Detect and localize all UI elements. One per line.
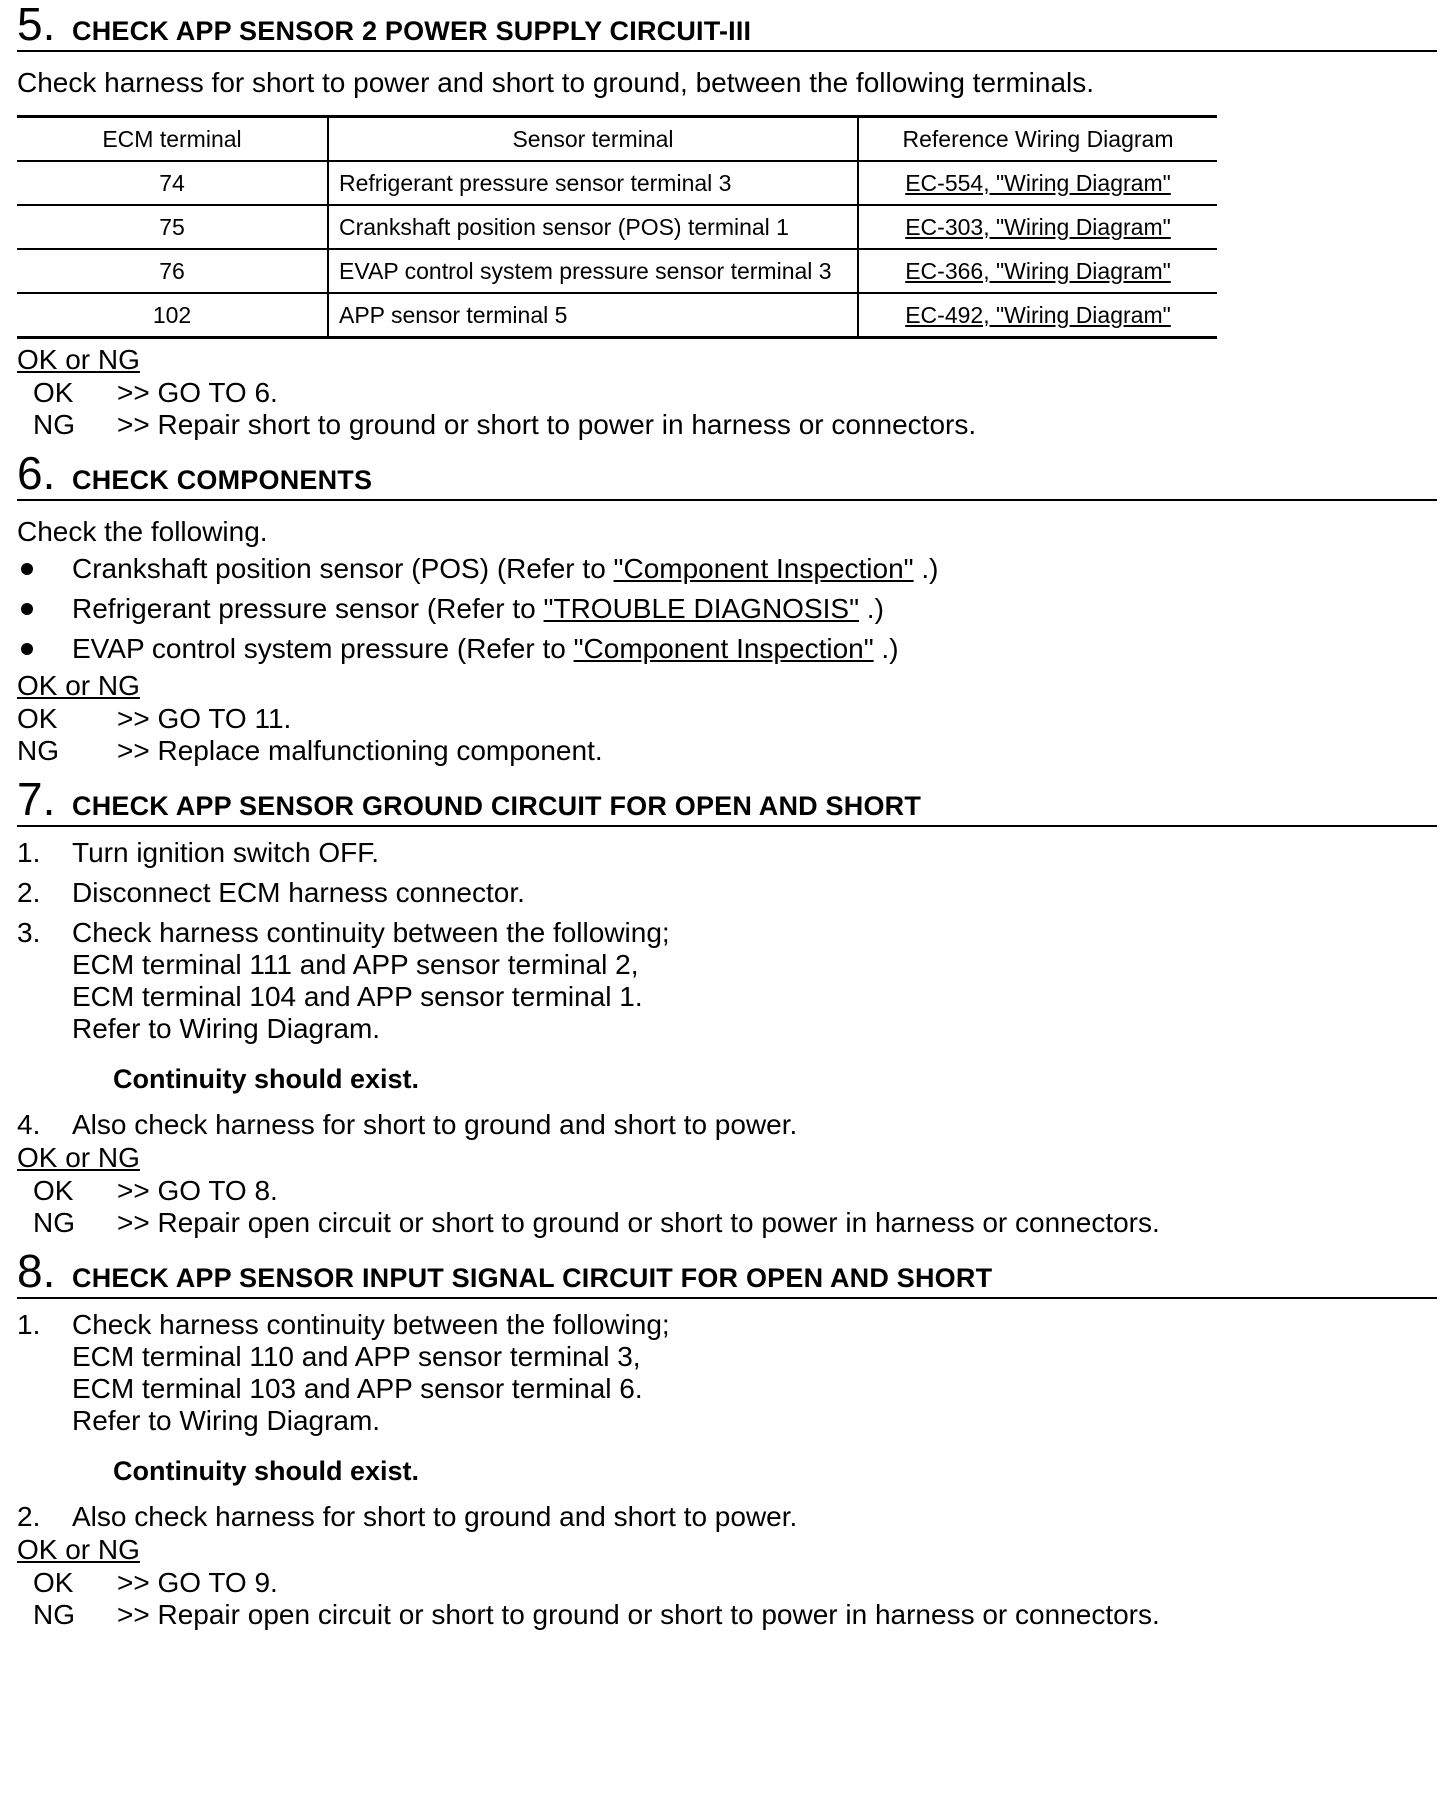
ecm-terminal-cell: 74 <box>17 161 328 205</box>
list-item <box>17 917 1437 1045</box>
item-text: ECM terminal 104 and APP sensor terminal 1. <box>72 981 643 1012</box>
reference-link[interactable]: "Component Inspection" <box>613 553 914 584</box>
bullet-icon <box>21 603 33 615</box>
item-text: Also check harness for short to ground and short to power. <box>72 1109 798 1140</box>
step-number: 5. <box>17 0 56 50</box>
continuity-note: Continuity should exist. <box>113 1456 420 1486</box>
ok-action: >> GO TO 9. <box>117 1567 278 1598</box>
ok-or-ng-heading: OK or NG <box>17 344 140 375</box>
ng-result <box>17 1207 1437 1239</box>
step-6-header <box>17 449 1437 501</box>
item-number: 2. <box>17 1501 41 1532</box>
continuity-note: Continuity should exist. <box>113 1064 420 1094</box>
ok-key: OK <box>17 703 58 734</box>
bullet-icon <box>21 643 33 655</box>
ecm-terminal-cell: 102 <box>17 293 328 338</box>
ok-or-ng-heading: OK or NG <box>17 670 140 701</box>
ok-key: OK <box>33 377 74 408</box>
list-item <box>17 1109 1437 1141</box>
ok-action: >> GO TO 6. <box>117 377 278 408</box>
wiring-diagram-link[interactable]: EC-492, "Wiring Diagram" <box>905 301 1171 328</box>
table-row <box>17 249 1217 293</box>
list-item <box>17 629 1437 669</box>
item-text: Also check harness for short to ground and short to power. <box>72 1501 798 1532</box>
step-7-header <box>17 775 1437 827</box>
wiring-diagram-link[interactable]: EC-366, "Wiring Diagram" <box>905 257 1171 284</box>
ng-key: NG <box>33 1599 75 1630</box>
item-text: ECM terminal 111 and APP sensor terminal 2, <box>72 949 639 980</box>
column-header: ECM terminal <box>17 117 328 162</box>
ok-action: >> GO TO 8. <box>117 1175 278 1206</box>
ok-key: OK <box>33 1567 74 1598</box>
item-suffix: .) <box>873 633 899 664</box>
step-5-intro: Check harness for short to power and short to ground, between the following terminals. <box>17 67 1095 98</box>
ng-action: >> Repair short to ground or short to power in harness or connectors. <box>117 409 977 440</box>
procedure-list <box>17 1309 1437 1437</box>
list-item <box>17 877 1437 909</box>
ok-result <box>17 703 1437 735</box>
bullet-icon <box>21 563 33 575</box>
step-5-header <box>17 0 1437 52</box>
step-title: CHECK APP SENSOR GROUND CIRCUIT FOR OPEN AND SHORT <box>72 791 922 821</box>
ng-key: NG <box>33 409 75 440</box>
procedure-list <box>17 1501 1437 1533</box>
wiring-diagram-link[interactable]: EC-303, "Wiring Diagram" <box>905 213 1171 240</box>
ecm-terminal-cell: 76 <box>17 249 328 293</box>
item-text: Disconnect ECM harness connector. <box>72 877 525 908</box>
list-item <box>17 589 1437 629</box>
item-number: 1. <box>17 837 41 868</box>
step-title: CHECK APP SENSOR INPUT SIGNAL CIRCUIT FOR OPEN AND SHORT <box>72 1263 993 1293</box>
step-8-header <box>17 1247 1437 1299</box>
sensor-terminal-cell: EVAP control system pressure sensor terminal 3 <box>328 249 858 293</box>
item-text: Check harness continuity between the following; <box>72 1309 670 1340</box>
ng-action: >> Replace malfunctioning component. <box>117 735 603 766</box>
ok-result <box>17 1175 1437 1207</box>
list-item <box>17 1501 1437 1533</box>
ok-action: >> GO TO 11. <box>117 703 292 734</box>
table-row <box>17 293 1217 338</box>
item-number: 1. <box>17 1309 41 1340</box>
step-number: 7. <box>17 773 56 825</box>
ok-or-ng-heading: OK or NG <box>17 1142 140 1173</box>
item-text: Crankshaft position sensor (POS) (Refer to <box>72 553 614 584</box>
column-header: Reference Wiring Diagram <box>858 117 1217 162</box>
step-6-intro: Check the following. <box>17 516 268 547</box>
ok-key: OK <box>33 1175 74 1206</box>
list-item <box>17 837 1437 869</box>
list-item <box>17 1309 1437 1437</box>
step-number: 6. <box>17 447 56 499</box>
step-number: 8. <box>17 1245 56 1297</box>
table-row <box>17 161 1217 205</box>
ok-or-ng-heading: OK or NG <box>17 1534 140 1565</box>
procedure-list <box>17 1109 1437 1141</box>
ng-result <box>17 409 1437 441</box>
item-text: Check harness continuity between the following; <box>72 917 670 948</box>
ng-key: NG <box>17 735 59 766</box>
step-title: CHECK APP SENSOR 2 POWER SUPPLY CIRCUIT-III <box>72 16 752 46</box>
sensor-terminal-cell: Crankshaft position sensor (POS) terminal 1 <box>328 205 858 249</box>
item-suffix: .) <box>859 593 884 624</box>
item-text: ECM terminal 110 and APP sensor terminal 3, <box>72 1341 641 1372</box>
terminal-table <box>17 115 1217 339</box>
step-title: CHECK COMPONENTS <box>72 465 373 495</box>
reference-link[interactable]: "Component Inspection" <box>573 633 874 664</box>
table-row <box>17 205 1217 249</box>
item-text: Refer to Wiring Diagram. <box>72 1405 381 1436</box>
sensor-terminal-cell: APP sensor terminal 5 <box>328 293 858 338</box>
ng-result <box>17 735 1437 767</box>
ng-key: NG <box>33 1207 75 1238</box>
procedure-list <box>17 837 1437 1045</box>
column-header: Sensor terminal <box>328 117 858 162</box>
item-text: EVAP control system pressure (Refer to <box>72 633 574 664</box>
table-header-row <box>17 117 1217 162</box>
item-number: 3. <box>17 917 41 948</box>
item-suffix: .) <box>913 553 939 584</box>
ng-result <box>17 1599 1437 1631</box>
sensor-terminal-cell: Refrigerant pressure sensor terminal 3 <box>328 161 858 205</box>
item-text: Turn ignition switch OFF. <box>72 837 380 868</box>
component-list <box>17 549 1437 669</box>
item-text: Refrigerant pressure sensor (Refer to <box>72 593 544 624</box>
ok-result <box>17 1567 1437 1599</box>
ng-action: >> Repair open circuit or short to ground or short to power in harness or connectors. <box>117 1207 1160 1238</box>
wiring-diagram-link[interactable]: EC-554, "Wiring Diagram" <box>905 169 1171 196</box>
ok-result <box>17 377 1437 409</box>
item-text: ECM terminal 103 and APP sensor terminal 6. <box>72 1373 643 1404</box>
document-page <box>17 0 1437 1631</box>
ng-action: >> Repair open circuit or short to ground or short to power in harness or connectors. <box>117 1599 1160 1630</box>
reference-link[interactable]: "TROUBLE DIAGNOSIS" <box>543 593 860 624</box>
item-text: Refer to Wiring Diagram. <box>72 1013 381 1044</box>
ecm-terminal-cell: 75 <box>17 205 328 249</box>
item-number: 2. <box>17 877 41 908</box>
item-number: 4. <box>17 1109 41 1140</box>
list-item <box>17 549 1437 589</box>
